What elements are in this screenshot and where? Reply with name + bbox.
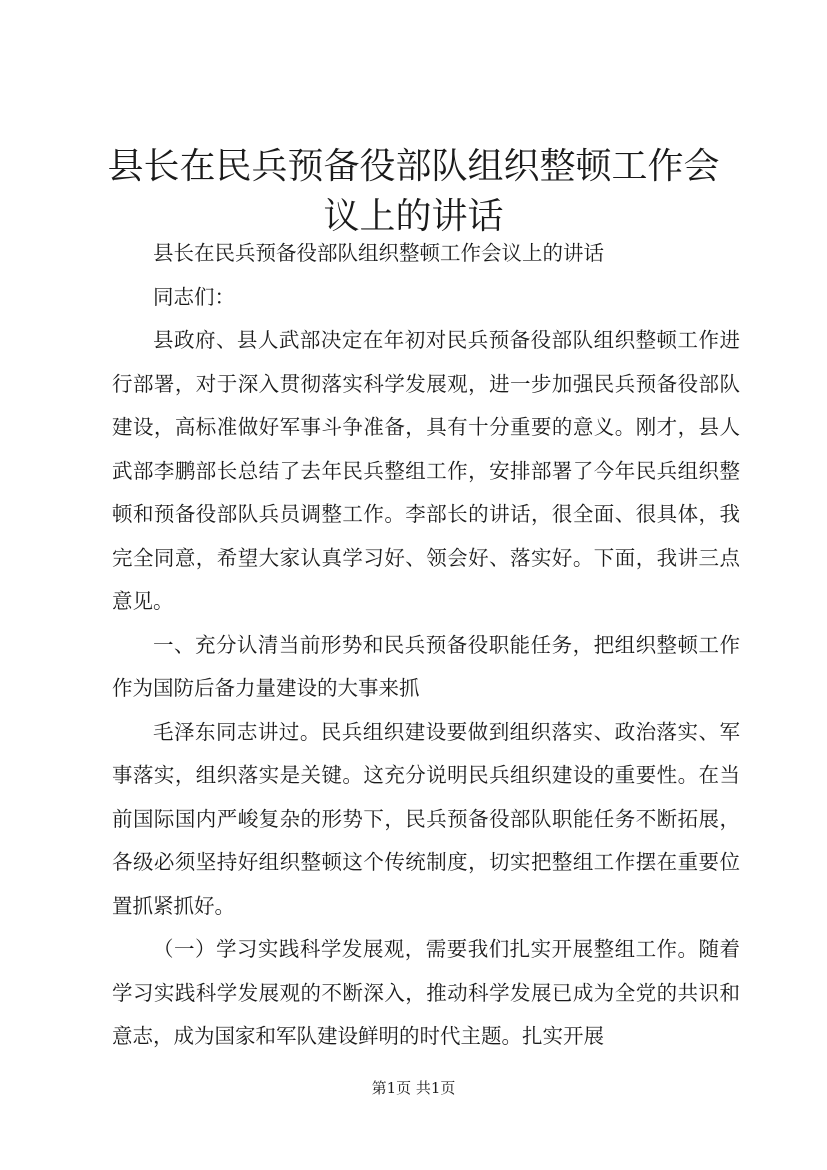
paragraph-section-heading: 一、充分认清当前形势和民兵预备役职能任务，把组织整顿工作作为国防后备力量建设的大事来抓 xyxy=(112,632,740,700)
paragraph-intro: 县政府、县人武部决定在年初对民兵预备役部队组织整顿工作进行部署，对于深入贯彻落实科学发展观，进一步加强民兵预备役部队建设，高标准做好军事斗争准备，具有十分重要的意义。刚才，县人武部李鹏部长总结了去年民兵整组工作，安排部署了今年民兵组织整顿和预备役部队兵员调整工作。李部长的讲话，很全面、很具体，我完全同意，希望大家认真学习好、领会好、落实好。下面，我讲三点意见。 xyxy=(112,328,740,613)
page-footer: 第1页 共1页 xyxy=(371,1079,456,1097)
paragraph-salutation: 同志们： xyxy=(153,284,235,309)
paragraph-section-body: 毛泽东同志讲过。民兵组织建设要做到组织落实、政治落实、军事落实，组织落实是关键。这充分说明民兵组织建设的重要性。在当前国际国内严峻复杂的形势下，民兵预备役部队职能任务不断拓展，各级必须坚持好组织整顿这个传统制度，切实把整组工作摆在重要位置抓紧抓好。 xyxy=(112,719,740,918)
paragraph-subsection: （一）学习实践科学发展观，需要我们扎实开展整组工作。随着学习实践科学发展观的不断深入，推动科学发展已成为全党的共识和意志，成为国家和军队建设鲜明的时代主题。扎实开展 xyxy=(112,937,740,1048)
document-body xyxy=(112,232,740,1059)
document-title: 县长在民兵预备役部队组织整顿工作会议上的讲话 xyxy=(107,146,720,237)
paragraph-subtitle: 县长在民兵预备役部队组织整顿工作会议上的讲话 xyxy=(153,241,604,265)
